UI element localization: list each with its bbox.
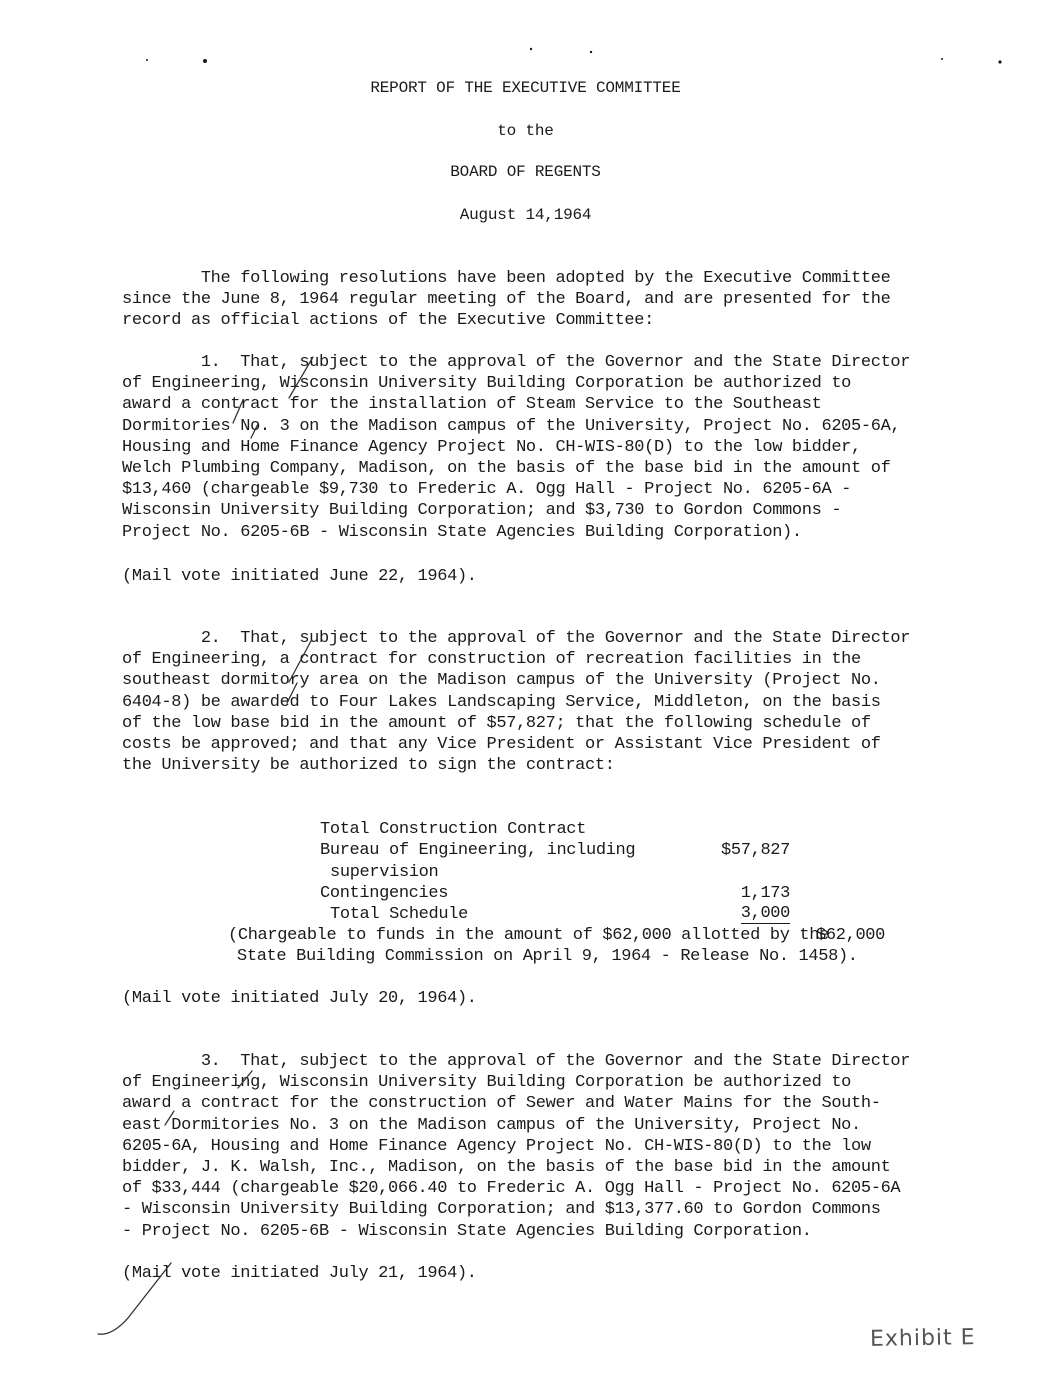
resolution-1-line: Dormitories No. 3 on the Madison campus of the University, Project No. 6205-6A, (122, 416, 901, 436)
report-to-the: to the (497, 122, 554, 140)
resolution-1-line: Housing and Home Finance Agency Project No. CH-WIS-80(D) to the low bidder, (122, 437, 861, 457)
resolution-3-line: award a contract for the construction of Sewer and Water Mains for the South- (122, 1094, 881, 1114)
resolution-3-line: - Wisconsin University Building Corporation; and $13,377.60 to Gordon Commons (122, 1200, 881, 1220)
resolution-2-line: of Engineering, a contract for construction of recreation facilities in the (122, 650, 861, 670)
resolution-2-line: 2. That, subject to the approval of the Governor and the State Director (122, 629, 911, 648)
resolution-3-line: 3. That, subject to the approval of the Governor and the State Director (122, 1052, 911, 1071)
scan-speck (203, 59, 207, 63)
schedule-amount: $57,827 (721, 841, 790, 861)
vote-note: (Mail vote initiated July 20, 1964). (122, 989, 477, 1008)
resolution-3-line: - Project No. 6205-6B - Wisconsin State Agencies Building Corporation. (122, 1221, 812, 1241)
vote-note: (Mail vote initiated July 21, 1964). (122, 1264, 477, 1283)
note-line: (Chargeable to funds in the amount of $62,000 allotted by the (228, 926, 829, 945)
exhibit-label: Exhibit E (869, 1325, 976, 1352)
resolution-3-line: of Engineering, Wisconsin University Building Corporation be authorized to (122, 1073, 852, 1093)
intro-line: The following resolutions have been adopted by the Executive Committee (122, 269, 891, 288)
resolution-2-line: southeast dormitory area on the Madison campus of the University (Project No. (122, 671, 881, 691)
resolution-1-line: Wisconsin University Building Corporation; and $3,730 to Gordon Commons - (122, 501, 842, 521)
resolution-2 (122, 628, 962, 776)
resolution-2-vote (122, 988, 962, 1009)
scan-speck (590, 51, 592, 53)
scan-speck (941, 58, 943, 60)
resolution-2-line: 6404-8) be awarded to Four Lakes Landscaping Service, Middleton, on the basis (122, 692, 881, 712)
resolution-2-line: of the low base bid in the amount of $57,827; that the following schedule of (122, 713, 871, 733)
schedule-label: Bureau of Engineering, including (320, 841, 636, 861)
resolution-1-line: $13,460 (chargeable $9,730 to Frederic A. Ogg Hall - Project No. 6205-6A - (122, 480, 852, 500)
resolution-1-line: 1. That, subject to the approval of the Governor and the State Director (122, 353, 911, 372)
scan-speck (998, 60, 1001, 63)
resolution-1 (122, 352, 962, 543)
resolution-1-line: of Engineering, Wisconsin University Building Corporation be authorized to (122, 374, 852, 394)
schedule-total-amount: $62,000 (816, 926, 885, 946)
resolution-3-line: east Dormitories No. 3 on the Madison campus of the University, Project No. (122, 1115, 861, 1135)
note-line: State Building Commission on April 9, 1964 - Release No. 1458). (237, 947, 858, 967)
scan-speck (146, 59, 148, 61)
chargeable-note (228, 925, 928, 967)
resolution-2-line: costs be approved; and that any Vice President or Assistant Vice President of (122, 735, 881, 755)
schedule-amount: 1,173 (740, 883, 790, 903)
schedule-label: supervision (330, 862, 439, 882)
resolution-3 (122, 1051, 962, 1242)
schedule-total-label: Total Schedule (330, 904, 468, 924)
schedule-label: Contingencies (320, 883, 449, 903)
intro-paragraph (122, 268, 962, 332)
resolution-3-line: bidder, J. K. Walsh, Inc., Madison, on the basis of the base bid in the amount (122, 1158, 891, 1178)
intro-line: since the June 8, 1964 regular meeting of the Board, and are presented for the (122, 290, 891, 310)
resolution-3-line: 6205-6A, Housing and Home Finance Agency Project No. CH-WIS-80(D) to the low (122, 1136, 871, 1156)
report-date: August 14,1964 (459, 206, 592, 224)
schedule-amount: 3,000 (740, 903, 790, 923)
resolution-3-vote (122, 1263, 962, 1284)
report-board: BOARD OF REGENTS (450, 163, 601, 181)
vote-note: (Mail vote initiated June 22, 1964). (122, 567, 477, 586)
scan-speck (530, 48, 532, 50)
resolution-1-vote (122, 566, 962, 587)
resolution-2-line: the University be authorized to sign the contract: (122, 756, 615, 776)
report-title: REPORT OF THE EXECUTIVE COMMITTEE (370, 79, 681, 97)
resolution-3-line: of $33,444 (chargeable $20,066.40 to Frederic A. Ogg Hall - Project No. 6205-6A (122, 1179, 901, 1199)
resolution-1-line: Project No. 6205-6B - Wisconsin State Agencies Building Corporation). (122, 522, 802, 542)
resolution-1-line: award a contract for the installation of Steam Service to the Southeast (122, 395, 822, 415)
schedule-label: Total Construction Contract (320, 820, 586, 840)
intro-line: record as official actions of the Executive Committee: (122, 311, 654, 331)
resolution-1-line: Welch Plumbing Company, Madison, on the basis of the base bid in the amount of (122, 459, 891, 479)
